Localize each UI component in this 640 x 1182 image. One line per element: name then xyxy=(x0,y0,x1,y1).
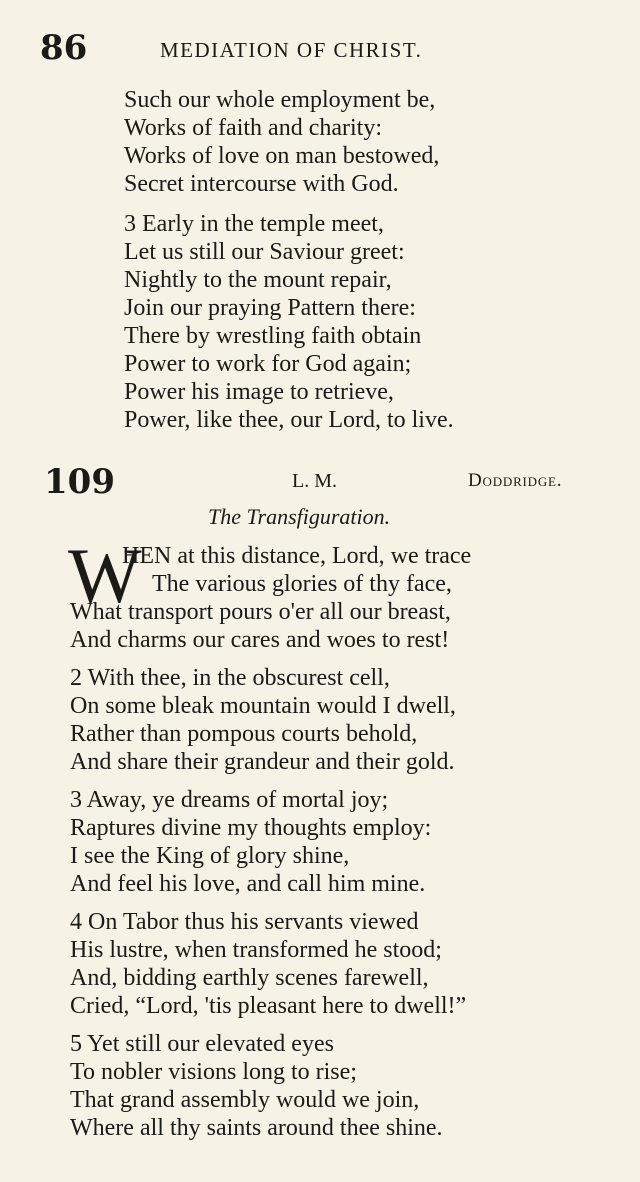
verse-line: Rather than pompous courts behold, xyxy=(70,721,418,747)
verse-line: Works of faith and charity: xyxy=(124,115,382,141)
verse-line: And, bidding earthly scenes farewell, xyxy=(70,965,429,991)
verse-line: There by wrestling faith obtain xyxy=(124,323,422,349)
page-header xyxy=(40,28,600,72)
verse-line: Secret intercourse with God. xyxy=(124,171,399,197)
verse-line: Nightly to the mount repair, xyxy=(124,267,392,293)
verse-line: Cried, “Lord, 'tis pleasant here to dwell!” xyxy=(70,993,467,1019)
page-number: 86 xyxy=(40,28,88,68)
verse-line: What transport pours o'er all our breast, xyxy=(70,599,451,625)
hymn-subtitle: The Transfiguration. xyxy=(208,504,391,529)
verse-line: Works of love on man bestowed, xyxy=(124,143,440,169)
verse-line: 2 With thee, in the obscurest cell, xyxy=(70,665,390,691)
verse-line: Power to work for God again; xyxy=(124,351,412,377)
verse-line: His lustre, when transformed he stood; xyxy=(70,937,442,963)
verse-line: Join our praying Pattern there: xyxy=(124,295,416,321)
verse-line: The various glories of thy face, xyxy=(152,571,452,597)
hymn-author: Doddridge. xyxy=(468,470,563,491)
verse-line: 5 Yet still our elevated eyes xyxy=(70,1031,334,1057)
running-head: MEDIATION OF CHRIST. xyxy=(160,38,423,62)
hymn-meter: L. M. xyxy=(292,470,337,492)
drop-cap: W xyxy=(68,532,142,619)
verse-line: 4 On Tabor thus his servants viewed xyxy=(70,909,419,935)
verse-line: Power his image to retrieve, xyxy=(124,379,394,405)
verse-line: To nobler visions long to rise; xyxy=(70,1059,357,1085)
verse-line: And feel his love, and call him mine. xyxy=(70,871,426,897)
verse-line: Where all thy saints around thee shine. xyxy=(70,1115,443,1141)
verse-line: HEN at this distance, Lord, we trace xyxy=(122,543,472,569)
verse-line: 3 Early in the temple meet, xyxy=(124,211,384,237)
verse-line: That grand assembly would we join, xyxy=(70,1087,420,1113)
hymn-number: 109 xyxy=(44,462,115,502)
verse-line: Such our whole employment be, xyxy=(124,87,436,113)
verse-line: And charms our cares and woes to rest! xyxy=(70,627,450,653)
verse-line: On some bleak mountain would I dwell, xyxy=(70,693,456,719)
verse-line: Let us still our Saviour greet: xyxy=(124,239,405,265)
verse-line: Power, like thee, our Lord, to live. xyxy=(124,407,454,433)
verse-line: I see the King of glory shine, xyxy=(70,843,350,869)
verse-line: 3 Away, ye dreams of mortal joy; xyxy=(70,787,389,813)
verse-line: Raptures divine my thoughts employ: xyxy=(70,815,432,841)
verse-line: And share their grandeur and their gold. xyxy=(70,749,455,775)
